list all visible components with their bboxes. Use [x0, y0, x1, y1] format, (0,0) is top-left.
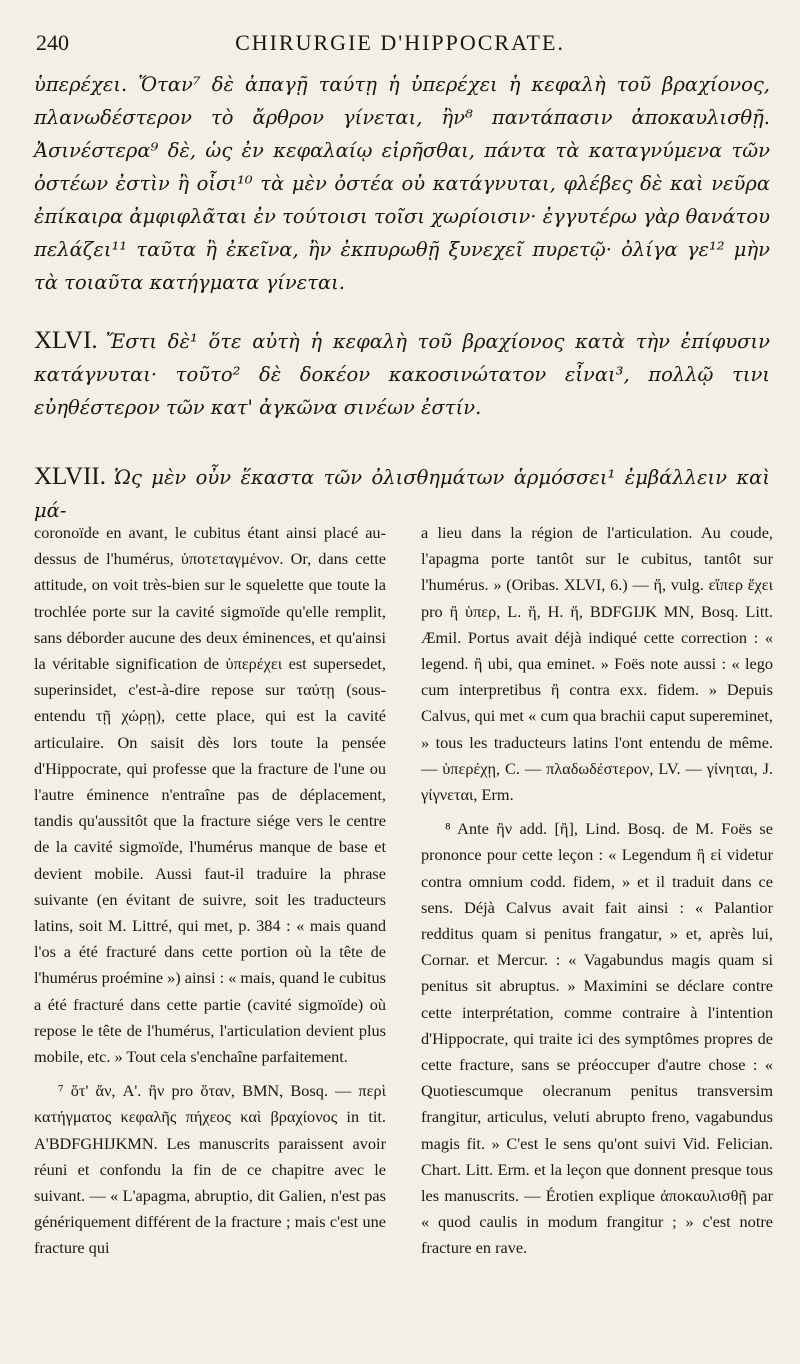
- greek-text-1: ὑπερέχει. Ὅταν⁷ δὲ ἀπαγῇ ταύτῃ ἡ ὑπερέχει ἡ κεφαλὴ τοῦ βραχίονος, πλανωδέστερον τὸ ἄρθρον γίνεται, ἢν⁸ παντάπασιν ἀποκαυλισθῇ. Ἀσινέστερα⁹ δὲ, ὡς ἐν κεφαλαίῳ εἰρῆσθαι, πάντα τὰ καταγνύμενα τῶν ὀστέων ἐστὶν ἢ οἷσι¹⁰ τὰ μὲν ὀστέα οὐ κατάγνυται, φλέβες δὲ καὶ νεῦρα ἐπίκαιρα ἀμφιφλᾶται ἐν τούτοισι τοῖσι χωρίοισιν· ἐγγυτέρω γὰρ θανάτου πελάζει¹¹ ταῦτα ἢ ἐκεῖνα, ἢν ἐκπυρωθῇ ξυνεχεῖ πυρετῷ· ὀλίγα γε¹² μὴν τὰ τοιαῦτα κατήγματα γίνεται.: [34, 73, 770, 294]
- page-header: [36, 30, 764, 60]
- greek-text-xlvi: Ἔστι δὲ¹ ὅτε αὐτὴ ἡ κεφαλὴ τοῦ βραχίονος κατὰ τὴν ἐπίφυσιν κατάγνυται· τοῦτο² δὲ δοκέον κακοσινώτατον εἶναι³, πολλῷ τινι εὐηθέστερον τῶν κατ' ἀγκῶνα σινέων ἐστίν.: [34, 330, 770, 419]
- greek-paragraph-xlvi: [34, 324, 770, 424]
- right-column: [421, 520, 773, 1262]
- greek-paragraph-1: [34, 68, 770, 299]
- left-commentary: coronoïde en avant, le cubitus étant ainsi placé au-dessus de l'humérus, ὑποτεταγμένον. Or, dans cette attitude, on voit très-bien sur le squelette que toute la trochlée porte sur la cavité sigmoïde qu'elle remplit, sans déborder aucune des deux éminences, et qu'ainsi la véritable signification de ὑπερέχει est supersedet, superinsidet, c'est-à-dire repose sur ταύτῃ (sous-entendu τῇ χώρῃ), cette place, qui est la cavité articulaire. On saisit dès lors toute la pensée d'Hippocrate, qui professe que la fracture de l'une ou l'autre éminence n'entraîne pas de déplacement, tandis qu'aussitôt que la fracture siége vers le centre de la cavité sigmoïde, l'humérus manque de base et devient mobile. Aussi faut-il traduire la phrase suivante (en évitant de suivre, soit les traducteurs latins, soit M. Littré, qui met, p. 384 : « mais quand l'os a été fracturé dans cette portion où la tête de l'humérus proémine ») ainsi : « mais, quand le cubitus a été fracturé dans cette partie (cavité sigmoïde) où repose le tête de l'humérus, l'articulation devient plus mobile, etc. » Tout cela s'enchaîne parfaitement.: [34, 523, 387, 1067]
- footnote-8: ⁸ Ante ἢν add. [ἢ], Lind. Bosq. de M. Foës se prononce pour cette leçon : « Legendum ἢ εἰ videtur contra omnium codd. fidem, » et il traduit dans ce sens. Déjà Calvus avait fait ainsi : « Palantior redditus quam si penitus frangatur, » et, après lui, Cornar. et Mercur. : « Vagabundus magis quam si penitus sit abruptus. » Maximini se déclare contre cette interprétation, comme contraire à l'intention d'Hippocrate, qui traite ici des symptômes propres de cette fracture, sans se préoccuper d'autre chose : « Quotiescumque olecranum penitus transversim frangitur, articulus, veluti abrupto freno, vagabundus magis fit. » C'est le sens qu'ont suivi Vid. Felician. Chart. Litt. Erm. et la leçon que donnent presque tous les manuscrits. — Érotien explique ἀποκαυλισθῇ par « quod caulis in modum frangitur ; » c'est notre fracture en rave.: [421, 819, 773, 1258]
- right-commentary: a lieu dans la région de l'articulation. Au coude, l'apagma porte tantôt sur le cubitus, tantôt sur l'humérus. » (Oribas. XLVI, 6.) — ἥ, vulg. εἴπερ ἔχει pro ἢ ὑπερ, L. ἥ, H. ἥ, BDFGIJK MN, Bosq. Litt. Æmil. Portus avait déjà indiqué cette correction : « legend. ἢ ubi, qua eminet. » Foës note aussi : « lego cum interpretibus ἢ contra exx. fidem. » Depuis Calvus, qui met « cum qua brachii caput supereminet, » tous les traducteurs latins l'ont entendu de même. — ὑπερέχῃ, C. — πλαδωδέστερον, LV. — γίνηται, J. γίγνεται, Erm.: [421, 523, 773, 805]
- section-number-xlvi: XLVI.: [34, 327, 98, 354]
- greek-text-xlvii: Ὡς μὲν οὖν ἕκαστα τῶν ὀλισθημάτων ἁρμόσσει¹ ἐμβάλλειν καὶ μά-: [34, 466, 770, 522]
- left-column: [34, 520, 386, 1262]
- section-number-xlvii: XLVII.: [34, 463, 106, 490]
- page-number: 240: [36, 30, 69, 55]
- running-head: CHIRURGIE D'HIPPOCRATE.: [235, 30, 565, 55]
- greek-paragraph-xlvii: [34, 460, 770, 527]
- footnote-7: ⁷ ὅτ' ἄν, A'. ἢν pro ὅταν, BMN, Bosq. — περὶ κατήγματος κεφαλῆς πήχεος καὶ βραχίονος in tit. A'BDFGHIJKMN. Les manuscrits paraissent avoir réuni et confondu la fin de ce chapitre avec le suivant. — « L'apagma, abruptio, dit Galien, n'est pas génériquement différent de la fracture ; mais c'est une fracture qui: [34, 1081, 386, 1258]
